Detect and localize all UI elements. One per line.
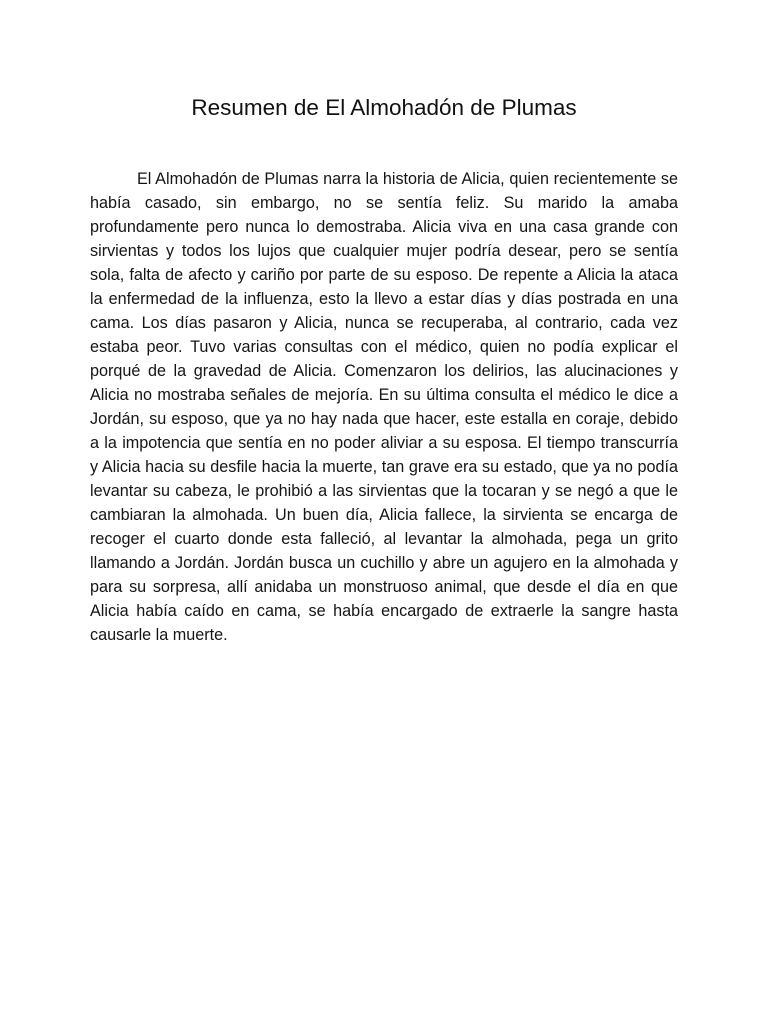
document-title: Resumen de El Almohadón de Plumas [191, 95, 577, 120]
summary-paragraph: El Almohadón de Plumas narra la historia de Alicia, quien recientemente se había casado, sin embargo, no se sentía feliz. Su marido la amaba profundamente pero nunca lo demostraba. Alicia viva en una casa grande con sirvientas y todos los lujos que cualquier mujer podría desear, pero se sentía sola, falta de afecto y cariño por parte de su esposo. De repente a Alicia la ataca la enfermedad de la influenza, esto la llevo a estar días y días postrada en una cama. Los días pasaron y Alicia, nunca se recuperaba, al contrario, cada vez estaba peor. Tuvo varias consultas con el médico, quien no podía explicar el porqué de la gravedad de Alicia. Comenzaron los delirios, las alucinaciones y Alicia no mostraba señales de mejoría. En su última consulta el médico le dice a Jordán, su esposo, que ya no hay nada que hacer, este estalla en coraje, debido a la impotencia que sentía en no poder aliviar a su esposa. El tiempo transcurría y Alicia hacia su desfile hacia la muerte, tan grave era su estado, que ya no podía levantar su cabeza, le prohibió a las sirvientas que la tocaran y se negó a que le cambiaran la almohada. Un buen día, Alicia fallece, la sirvienta se encarga de recoger el cuarto donde esta falleció, al levantar la almohada, pega un grito llamando a Jordán. Jordán busca un cuchillo y abre un agujero en la almohada y para su sorpresa, allí anidaba un monstruoso animal, que desde el día en que Alicia había caído en cama, se había encargado de extraerle la sangre hasta causarle la muerte. [90, 170, 678, 644]
